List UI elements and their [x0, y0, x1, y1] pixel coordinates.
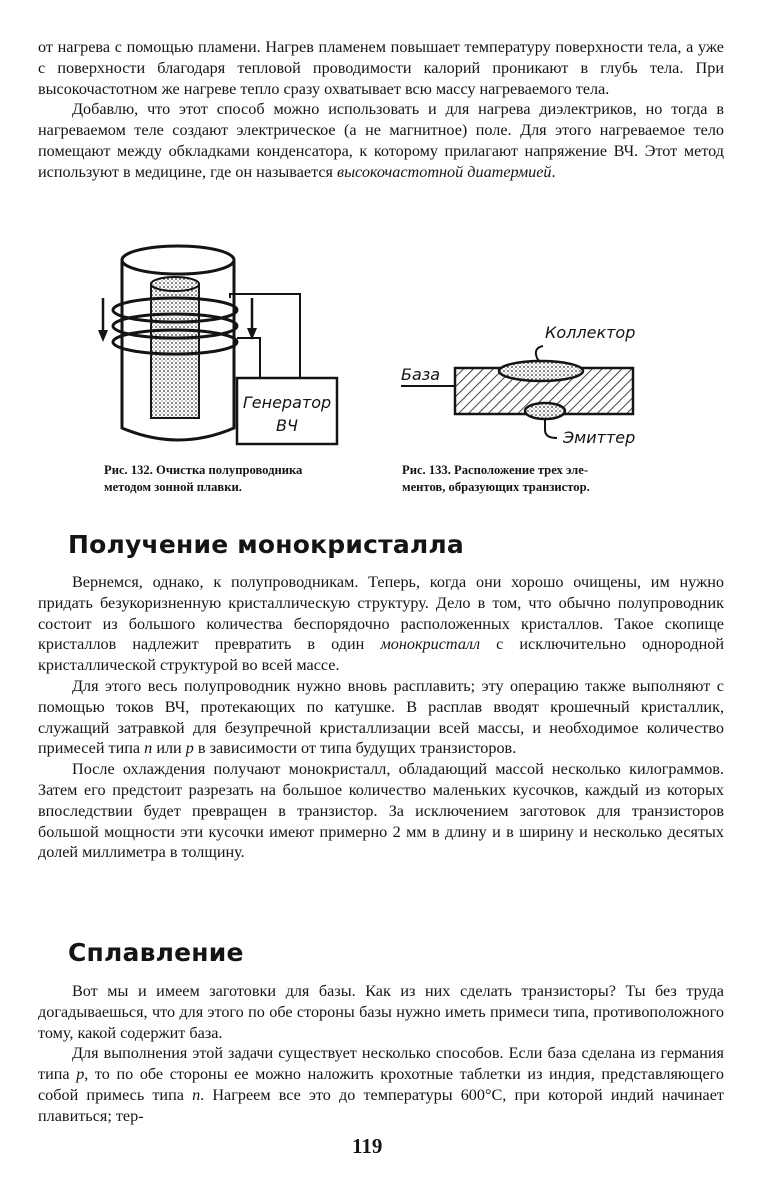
term-diathermy: высокочастотной диатермией	[337, 162, 552, 181]
section-1-text	[38, 572, 724, 863]
collector-label: Коллектор	[545, 323, 636, 342]
paragraph: Вот мы и имеем заготовки для базы. Как из них сделать транзисторы? Ты без труда догадываешься, что для этого по обе стороны базы нужно иметь примеси типа, противоположного тому, какой содержит база.	[38, 982, 724, 1042]
section-title: Получение монокристалла	[68, 530, 464, 559]
term-monocrystal: монокристалл	[380, 635, 481, 654]
paragraph: от нагрева с помощью пламени. Нагрев пламенем повышает температуру поверхности тела, а уже с поверхности благодаря тепловой проводимости калорий проникают в глубь тела. При высокочастотном же нагреве тепло сразу охватывает всю массу нагреваемого тела.	[38, 38, 724, 98]
arrow-down-icon	[247, 298, 257, 340]
paragraph: Добавлю, что этот способ можно использовать и для нагрева диэлектриков, но тогда в нагреваемом теле создают электрическое (а не магнитное) поле. Для этого нагреваемое тело помещают между обкладками конденсатора, к которому прилагают напряжение ВЧ. Этот метод используют в медицине, где он называется высокочастотной диатермией.	[38, 100, 724, 181]
section-2-text	[38, 981, 724, 1127]
generator-label-hf: ВЧ	[276, 416, 298, 435]
page-number: 119	[352, 1134, 383, 1158]
coil-wire	[230, 294, 300, 378]
arrow-down-icon	[98, 298, 108, 342]
figure-133-caption: Рис. 133. Расположение трех эле- ментов, образующих транзистор.	[402, 463, 590, 494]
base-label: База	[401, 365, 441, 384]
tube-top	[122, 246, 234, 274]
collector-pellet	[499, 361, 583, 381]
top-text	[38, 37, 724, 183]
figure-132-caption: Рис. 132. Очистка полупроводника методом зонной плавки.	[104, 463, 303, 494]
emitter-leader	[545, 419, 557, 438]
paragraph: Вернемся, однако, к полупроводникам. Теперь, когда они хорошо очищены, им нужно придать безукоризненную кристаллическую структуру. Дело в том, что обычно полупроводник состоит из большого количества беспорядочно расположенных кристаллов. Такое скопище кристаллов надлежит превратить в один монокристалл с исключительно однородной кристаллической структурой во всей массе.	[38, 573, 724, 675]
emitter-pellet	[525, 403, 565, 419]
coil-wire	[237, 338, 260, 378]
figure-132-zone-melting	[95, 238, 355, 454]
figure-133-transistor	[395, 318, 645, 448]
emitter-label: Эмиттер	[563, 428, 636, 447]
paragraph: Для выполнения этой задачи существует несколько способов. Если база сделана из германия типа p, то по обе стороны ее можно наложить крохотные таблетки из индия, представляющего собой примесь типа n. Нагреем все это до температуры 600°С, при которой индий начинает плавиться; тер-	[38, 1044, 724, 1125]
paragraph: Для этого весь полупроводник нужно вновь расплавить; эту операцию также выполняют с помощью токов ВЧ, протекающих по катушке. В расплав вводят крошечный кристаллик, служащий затравкой для безупречной кристаллизации всей массы, и необходимое количество примесей типа n или p в зависимости от типа будущих транзисторов.	[38, 676, 724, 758]
generator-label: Генератор	[242, 393, 332, 412]
section-title: Сплавление	[68, 938, 244, 967]
semiconductor-rod	[151, 284, 199, 418]
paragraph: После охлаждения получают монокристалл, обладающий массой несколько килограммов. Затем его предстоит разрезать на большое количество маленьких кусочков, каждый из которых впоследствии будет превращен в транзистор. За исключением заготовок для транзисторов большой мощности эти кусочки имеют примерно 2 мм в длину и в ширину и несколько десятых долей миллиметра в толщину.	[38, 760, 724, 862]
